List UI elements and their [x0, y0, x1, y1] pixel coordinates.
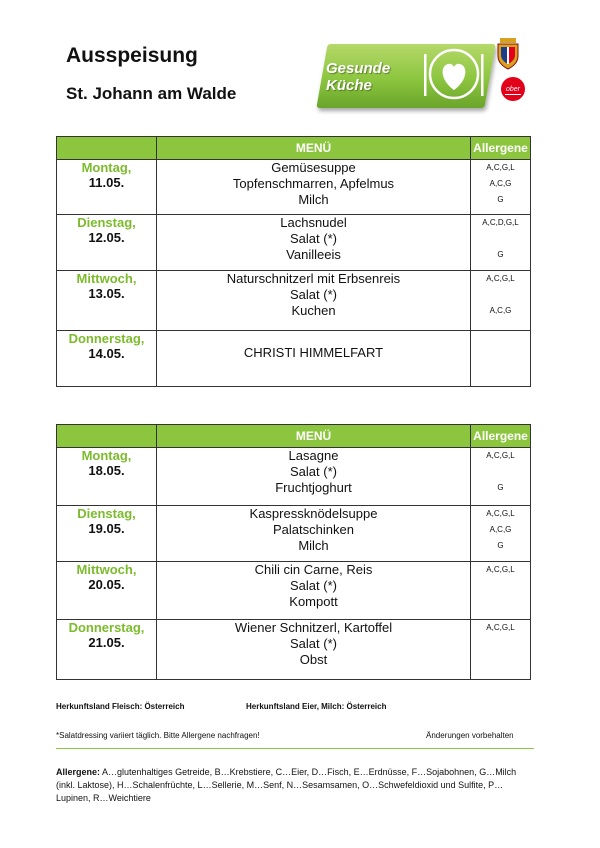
dish: Kuchen — [291, 303, 336, 318]
holiday-label: CHRISTI HIMMELFART — [243, 345, 384, 360]
allergen-code: A,C,G — [489, 179, 512, 188]
dishes-cell — [157, 620, 471, 680]
table-row — [57, 215, 531, 271]
day-cell — [57, 331, 157, 387]
day-name: Dienstag, — [77, 506, 136, 521]
coat-of-arms-icon — [496, 38, 520, 70]
dish: Vanilleeis — [286, 247, 341, 262]
allergen-legend — [56, 766, 536, 805]
allergen-code: A,C,G,L — [486, 623, 515, 632]
allergens-cell — [471, 506, 531, 562]
day-name: Donnerstag, — [68, 331, 145, 346]
dish: Milch — [298, 192, 329, 207]
salad-dressing-note: *Salatdressing variiert täglich. Bitte Allergene nachfragen! — [56, 731, 260, 740]
day-date: 20.05. — [88, 577, 125, 592]
ober-logo-text: ober — [505, 86, 521, 93]
dish: Fruchtjoghurt — [275, 480, 352, 495]
dish: Palatschinken — [273, 522, 354, 537]
menu-header: MENÜ — [157, 425, 471, 448]
allergens-cell — [471, 331, 531, 387]
dish: Chili cin Carne, Reis — [254, 562, 373, 577]
day-date: 13.05. — [88, 286, 125, 301]
dish: Lasagne — [288, 448, 339, 463]
allergen-code: G — [497, 250, 504, 259]
table-row — [57, 448, 531, 506]
dish: Gemüsesuppe — [271, 160, 356, 175]
dish: Topfenschmarren, Apfelmus — [232, 176, 395, 191]
table-row — [57, 620, 531, 680]
knife-icon — [481, 54, 484, 96]
dish: Lachsnudel — [280, 215, 347, 230]
allergen-code: A,C,G,L — [486, 565, 515, 574]
footer-divider — [56, 748, 534, 749]
allergen-code: A,C,G — [489, 306, 512, 315]
dish: Salat (*) — [290, 464, 337, 479]
allergen-code: G — [497, 195, 504, 204]
day-cell — [57, 448, 157, 506]
plate-heart-icon — [418, 46, 490, 104]
day-column-header — [57, 425, 157, 448]
day-date: 14.05. — [88, 346, 125, 361]
dishes-cell — [157, 271, 471, 331]
table-row — [57, 562, 531, 620]
allergens-cell — [471, 160, 531, 215]
day-date: 21.05. — [88, 635, 125, 650]
dish: Kompott — [289, 594, 338, 609]
day-name: Montag, — [81, 448, 132, 463]
dishes-cell — [157, 160, 471, 215]
logo-line-1: Gesunde — [326, 60, 391, 77]
menu-table-week-2 — [56, 424, 531, 680]
table-row — [57, 506, 531, 562]
page-title: Ausspeisung — [66, 44, 198, 67]
allergen-code — [471, 231, 530, 247]
dishes-cell — [157, 506, 471, 562]
dishes-cell — [157, 331, 471, 387]
dish: Obst — [299, 652, 328, 667]
allergen-code: A,C,G — [489, 525, 512, 534]
day-name: Mittwoch, — [76, 271, 137, 286]
allergens-cell — [471, 215, 531, 271]
dish: Salat (*) — [290, 578, 337, 593]
day-cell — [57, 215, 157, 271]
allergen-code: G — [497, 541, 504, 550]
day-cell — [57, 271, 157, 331]
gesunde-kueche-logo-text — [326, 60, 390, 94]
dishes-cell — [157, 215, 471, 271]
allergen-code: A,C,G,L — [486, 451, 515, 460]
allergen-code: G — [497, 483, 504, 492]
table-row — [57, 331, 531, 387]
page-subtitle: St. Johann am Walde — [66, 84, 237, 103]
allergen-code: A,C,D,G,L — [482, 218, 519, 227]
dish: Kaspressknödelsuppe — [249, 506, 378, 521]
day-cell — [57, 506, 157, 562]
day-name: Donnerstag, — [68, 620, 145, 635]
day-cell — [57, 160, 157, 215]
dish: Wiener Schnitzerl, Kartoffel — [234, 620, 393, 635]
dish: Salat (*) — [290, 636, 337, 651]
dishes-cell — [157, 448, 471, 506]
day-date: 12.05. — [88, 230, 125, 245]
allergen-legend-label: Allergene: — [56, 767, 101, 777]
allergens-header: Allergene — [471, 137, 531, 160]
day-cell — [57, 620, 157, 680]
day-date: 11.05. — [88, 175, 125, 190]
day-name: Montag, — [81, 160, 132, 175]
table-row — [57, 160, 531, 215]
allergens-cell — [471, 620, 531, 680]
allergen-code: A,C,G,L — [486, 274, 515, 283]
allergen-code: A,C,G,L — [486, 163, 515, 172]
day-column-header — [57, 137, 157, 160]
table-row — [57, 271, 531, 331]
allergens-cell — [471, 271, 531, 331]
day-name: Mittwoch, — [76, 562, 137, 577]
dishes-cell — [157, 562, 471, 620]
allergen-code — [471, 287, 530, 303]
logo-line-2: Küche — [326, 77, 372, 94]
dish: Milch — [298, 538, 329, 553]
allergens-cell — [471, 448, 531, 506]
menu-header: MENÜ — [157, 137, 471, 160]
changes-note: Änderungen vorbehalten — [426, 731, 514, 740]
origin-eggs-milk: Herkunftsland Eier, Milch: Österreich — [246, 702, 387, 711]
dish: Salat (*) — [290, 287, 337, 302]
menu-table-week-1 — [56, 136, 531, 387]
allergen-code: A,C,G,L — [486, 509, 515, 518]
allergen-code — [471, 464, 530, 480]
allergens-header: Allergene — [471, 425, 531, 448]
allergen-legend-text: A…glutenhaltiges Getreide, B…Krebstiere, C…Eier, D…Fisch, E…Erdnüsse, F…Sojabohnen, G…Milch (inkl. Laktose), H…Schalenfrüchte, L…Sellerie, M…Senf, N…Sesamsamen, O…Schwefeldioxid und Sulfite, P…Lupinen, R…Weichtiere — [56, 767, 517, 803]
ober-logo-icon — [500, 76, 526, 102]
day-name: Dienstag, — [77, 215, 136, 230]
dish: Salat (*) — [290, 231, 337, 246]
day-date: 18.05. — [88, 463, 125, 478]
fork-icon — [424, 54, 427, 96]
origin-meat: Herkunftsland Fleisch: Österreich — [56, 702, 185, 711]
dish: Naturschnitzerl mit Erbsenreis — [226, 271, 401, 286]
day-date: 19.05. — [88, 521, 125, 536]
day-cell — [57, 562, 157, 620]
allergens-cell — [471, 562, 531, 620]
